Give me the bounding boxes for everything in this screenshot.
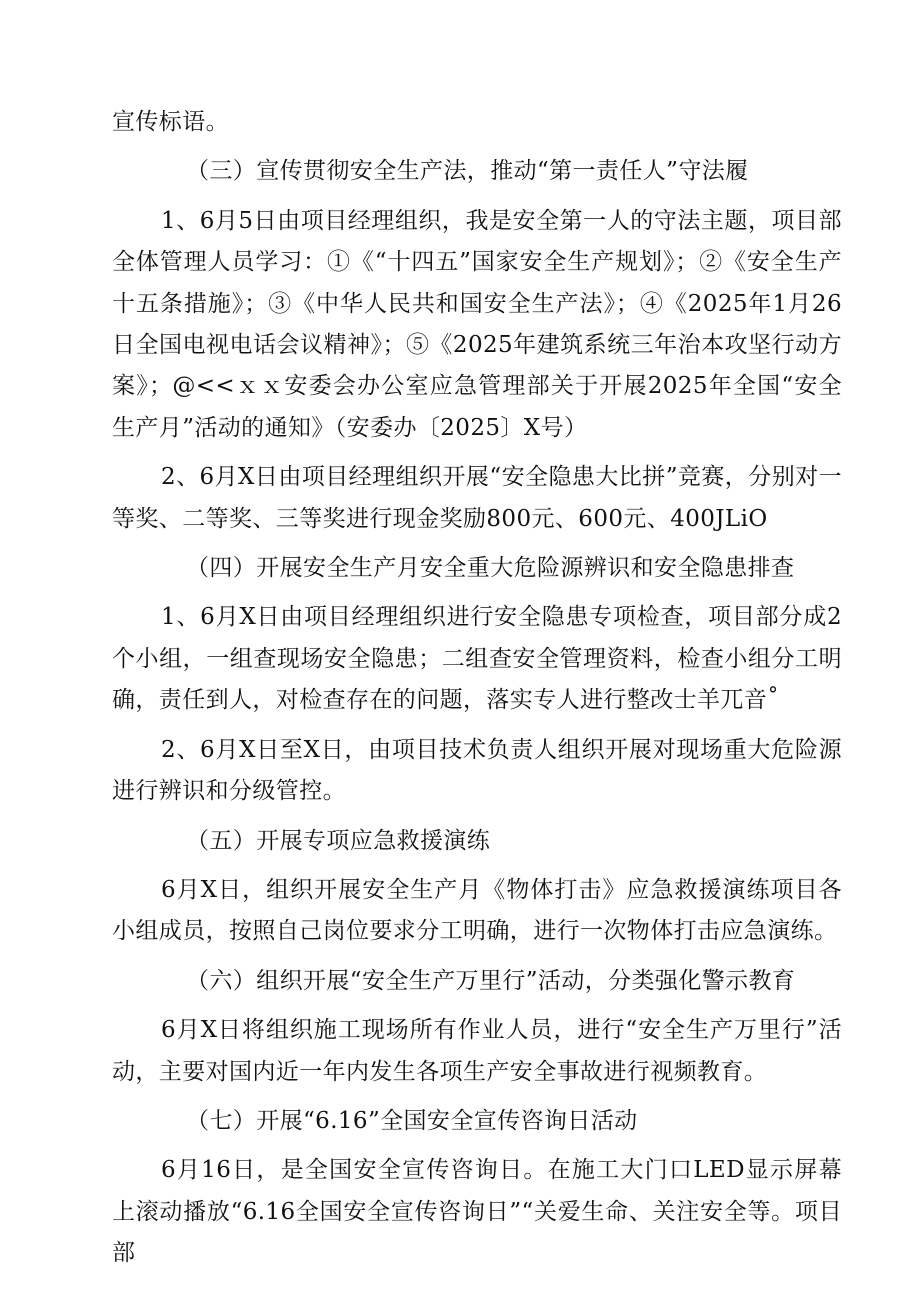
paragraph-drill: 6月X日，组织开展安全生产月《物体打击》应急救援演练项目各小组成员，按照自己岗位要求分工明确，进行一次物体打击应急演练。 [112,876,842,945]
document-body [112,102,842,1275]
section-heading-5: （五）开展专项应急救援演练 [186,827,491,854]
paragraph-hazard-identification: 2、6月X日至X日，由项目技术负责人组织开展对现场重大危险源进行辨识和分级管控。 [112,736,842,805]
section-heading-3: （三）宣传贯彻安全生产法，推动“第一责任人”守法履 [186,158,749,185]
paragraph-study-list: 1、6月5日由项目经理组织，我是安全第一人的守法主题，项目部全体管理人员学习：①《“十四五”国家安全生产规划》；②《安全生产十五条措施》；③《中华人民共和国安全生产法》；④《2025年1月26日全国电视电话会议精神》；⑤《2025年建筑系统三年治本攻坚行动方案》；@<<ｘｘ安委会办公室应急管理部关于开展2025年全国“安全生产月”活动的通知》（安委办〔2025〕X号） [112,207,842,441]
paragraph-competition: 2、6月X日由项目经理组织开展“安全隐患大比拼”竞赛，分别对一等奖、二等奖、三等奖进行现金奖励800元、600元、400JLiO [112,464,842,532]
paragraph-consultation-day: 6月16日，是全国安全宣传咨询日。在施工大门口LED显示屏幕上滚动播放“6.16全国安全宣传咨询日”“关爱生命、关注安全等。项目部 [112,1157,842,1267]
paragraph-inspection: 1、6月X日由项目经理组织进行安全隐患专项检查，项目部分成2个小组，一组查现场安全隐患；二组查安全管理资料，检查小组分工明确，责任到人，对检查存在的问题，落实专人进行整改士羊兀音˚ [112,604,842,714]
section-heading-4: （四）开展安全生产月安全重大危险源辨识和安全隐患排查 [186,555,795,582]
paragraph-video-education: 6月X日将组织施工现场所有作业人员，进行“安全生产万里行”活动，主要对国内近一年内发生各项生产安全事故进行视频教育。 [112,1017,842,1085]
section-heading-6: （六）组织开展“安全生产万里行”活动，分类强化警示教育 [186,967,796,994]
paragraph-continuation: 宣传标语。 [112,109,229,135]
section-heading-7: （七）开展“6.16”全国安全宣传咨询日活动 [186,1107,638,1134]
